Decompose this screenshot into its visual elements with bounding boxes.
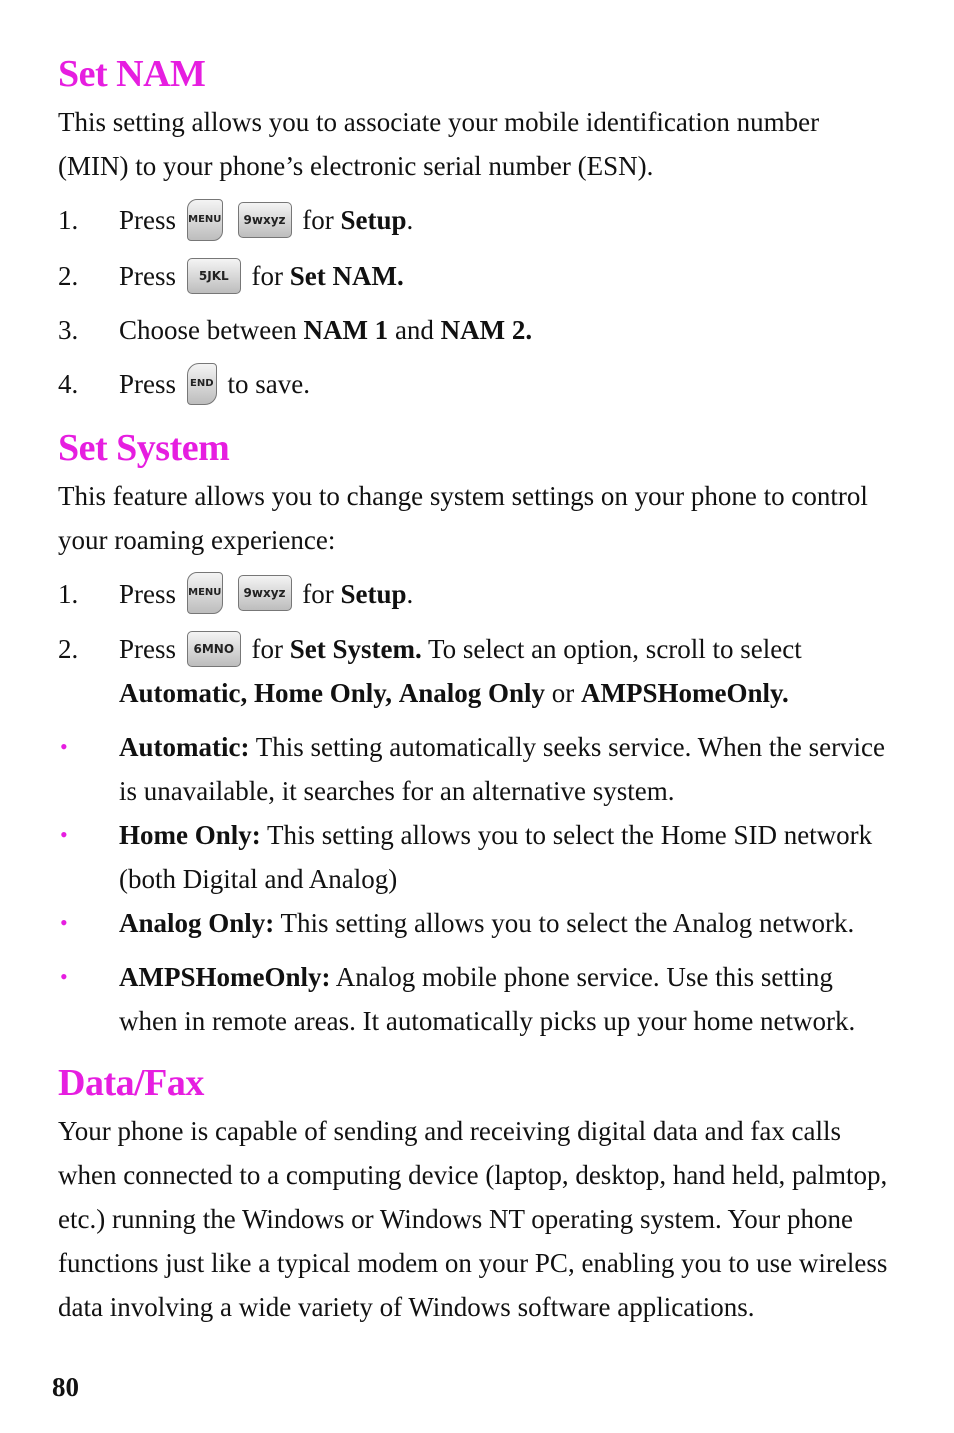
step-text: Press [119, 205, 177, 235]
set-nam-intro: This setting allows you to associate your mobile identification number (MIN) to your phone’s electronic serial number (ESN). [58, 107, 820, 181]
step-emphasis: NAM 2. [440, 314, 533, 345]
heading-data-fax: Data/Fax [58, 1062, 204, 1105]
bullet-text: This setting allows you to select the Analog network. [280, 908, 855, 939]
heading-set-system: Set System [58, 426, 230, 469]
system-step-2: 2. Press 6MNO for Set System. To select an option, scroll to select Automatic, Home Only, Analog Only or AMPSHomeOnly. [58, 627, 888, 715]
step-emphasis: Set System. [289, 634, 422, 665]
step-emphasis: NAM 1 [303, 314, 389, 345]
step-number: 1. [58, 578, 79, 609]
data-fax-body: Your phone is capable of sending and receiving digital data and fax calls when connected to a computing device (laptop, desktop, hand held, palmtop, etc.) running the Windows or Windows NT operating system. Your phone functions just like a typical modem on your PC, enabling you to use wireless data involving a wide variety of Windows software applications. [58, 1116, 888, 1323]
set-system-intro: This feature allows you to change system settings on your phone to control your roaming experience: [58, 480, 868, 555]
step-text: Press [119, 368, 177, 399]
step-number: 3. [58, 314, 79, 345]
nam-step-3: 3. Choose between NAM 1 and NAM 2. [58, 308, 888, 352]
step-text: for [302, 578, 334, 609]
step-text: Press [119, 260, 177, 291]
step-emphasis: Set NAM. [289, 260, 404, 291]
bullet-term: AMPSHomeOnly: [119, 962, 331, 993]
menu-key-icon: MENU [187, 199, 223, 241]
five-key-icon: 5JKL [187, 258, 241, 294]
step-text: for [251, 260, 283, 291]
bullet-ampshomeonly [58, 955, 888, 1043]
option-ampshomeonly: AMPSHomeOnly. [581, 678, 789, 709]
step-number: 1. [58, 205, 79, 235]
nam-step-2 [58, 254, 888, 298]
bullet-term: Analog Only: [119, 908, 275, 939]
step-emphasis: Setup [340, 205, 407, 235]
nine-key-icon: 9wxyz [238, 202, 292, 238]
bullet-term: Automatic: [119, 732, 250, 763]
option-automatic: Automatic [119, 678, 241, 709]
step-emphasis: Setup [340, 578, 407, 609]
six-key-icon: 6MNO [187, 631, 241, 667]
step-text: Press [119, 578, 177, 609]
step-text: To select an option, scroll to select [428, 634, 802, 665]
end-key-icon: END [187, 363, 217, 405]
step-number: 2. [58, 260, 79, 291]
step-text: Choose between [119, 314, 297, 345]
bullet-icon: • [60, 822, 68, 848]
bullet-home-only [58, 813, 888, 901]
step-text: to save. [227, 368, 310, 399]
nine-key-icon: 9wxyz [238, 575, 292, 611]
bullet-text: Analog mobile phone service. Use this setting when in remote areas. It automatically picks up your home network. [119, 962, 856, 1037]
bullet-analog-only [58, 901, 888, 945]
page-number: 80 [52, 1372, 79, 1402]
heading-set-nam: Set NAM [58, 53, 206, 95]
option-home-only: Home Only [253, 678, 386, 709]
bullet-automatic [58, 725, 888, 813]
bullet-icon: • [60, 910, 68, 936]
step-text: for [251, 634, 283, 665]
step-number: 2. [58, 634, 79, 665]
nam-step-4 [58, 362, 888, 408]
option-analog-only: Analog Only [398, 678, 546, 709]
bullet-icon: • [60, 734, 68, 760]
step-text: for [302, 205, 334, 235]
menu-key-icon: MENU [187, 572, 223, 614]
step-number: 4. [58, 368, 79, 399]
nam-step-1: 1. Press MENU 9wxyz for Setup. [58, 198, 888, 244]
step-text: Press [119, 634, 177, 665]
system-step-1: 1. Press MENU 9wxyz for Setup. [58, 572, 888, 618]
bullet-text: This setting allows you to select the Home SID network (both Digital and Analog) [119, 820, 873, 895]
bullet-text: This setting automatically seeks service. When the service is unavailable, it searches for an alternative system. [119, 732, 886, 807]
bullet-term: Home Only: [119, 820, 261, 851]
bullet-icon: • [60, 964, 68, 990]
manual-page [58, 48, 888, 1329]
